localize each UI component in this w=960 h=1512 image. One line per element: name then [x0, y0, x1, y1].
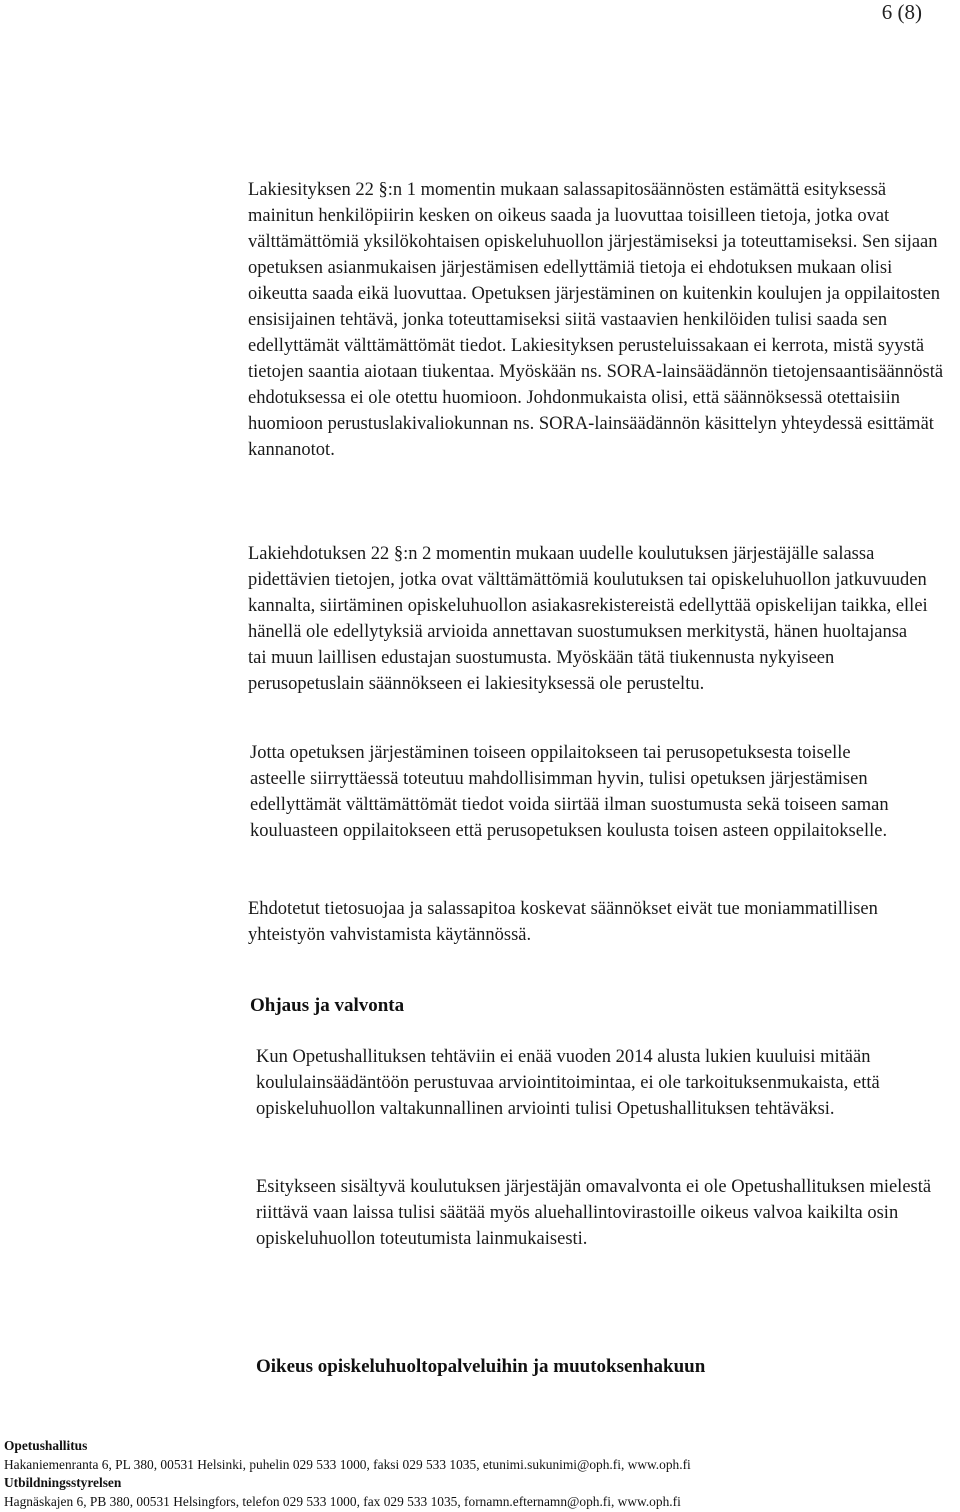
body-paragraph-1: Lakiesityksen 22 §:n 1 momentin mukaan salassapitosäännösten estämättä esityksessä mainitun henkilöpiirin kesken on oikeus saada ja luovuttaa toisilleen tietoja, jotka ovat välttämättömiä yksilökohtaisen opiskeluhuollon järjestämiseksi ja toteuttamiseksi. Sen sijaan opetuksen asianmukaisen järjestämisen edellyttämiä tietoja ei ehdotuksen mukaan olisi oikeutta saada eikä luovuttaa. Opetuksen järjestäminen on kuitenkin koulujen ja oppilaitosten ensisijainen tehtävä, jonka toteuttamiseksi siitä vastaavien henkilöiden tulisi saada sen edellyttämät välttämättömät tiedot. Lakiesityksen perusteluissakaan ei kerrota, mistä syystä tietojen saantia aiotaan tiukentaa. Myöskään ns. SORA-lainsäädännön tietojensaantisäännöstä ehdotuksessa ei ole otettu huomioon. Johdonmukaista olisi, että säännöksessä otettaisiin huomioon perustuslakivaliokunnan ns. SORA-lainsäädännön käsittelyn yhteydessä esittämät kannanotot. [248, 180, 944, 460]
section-heading-oversight: Ohjaus ja valvonta [250, 995, 405, 1016]
body-paragraph-5: Kun Opetushallituksen tehtäviin ei enää vuoden 2014 alusta lukien kuuluisi mitään koululainsäädäntöön perustuvaa arviointitoimintaa, ei ole tarkoituksenmukaista, että opiskeluhuollon valtakunnallinen arviointi tulisi Opetushallituksen tehtäväksi. [256, 1047, 880, 1119]
body-paragraph-6: Esitykseen sisältyvä koulutuksen järjestäjän omavalvonta ei ole Opetushallituksen mielestä riittävä vaan laissa tulisi säätää myös aluehallintovirastoille oikeus valvoa kaikilta osin opiskeluhuollon toteutumista lainmukaisesti. [256, 1177, 932, 1249]
footer-address-sv: Hagnäskajen 6, PB 380, 00531 Helsingfors, telefon 029 533 1000, fax 029 533 1035, fornamn.efternamn@oph.fi, www.oph.fi [4, 1493, 681, 1509]
body-paragraph-2: Lakiehdotuksen 22 §:n 2 momentin mukaan uudelle koulutuksen järjestäjälle salassa pidettävien tietojen, jotka ovat välttämättömiä koulutuksen tai opiskeluhuollon jatkuvuuden kannalta, siirtäminen opiskeluhuollon asiakasrekistereistä edellyttää opiskelijan taikka, ellei hänellä ole edellytyksiä arvioida annettavan suostumuksen merkitystä, hänen huoltajansa tai muun laillisen edustajan suostumusta. Myöskään tätä tiukennusta nykyiseen perusopetuslain säännökseen ei lakiesityksessä ole perusteltu. [248, 544, 928, 694]
page-number: 6 (8) [881, 0, 922, 24]
footer-org-fi: Opetushallitus [4, 1438, 88, 1453]
page-footer [4, 1437, 954, 1511]
body-paragraph-3: Jotta opetuksen järjestäminen toiseen oppilaitokseen tai perusopetuksesta toiselle asteelle siirryttäessä toteutuu mahdollisimman hyvin, tulisi opetuksen järjestämisen edellyttämät välttämättömät tiedot voida siirtää ilman suostumusta sekä toiseen saman kouluasteen oppilaitokseen että perusopetuksen koulusta toisen asteen oppilaitokselle. [250, 743, 889, 841]
section-heading-rights: Oikeus opiskeluhuoltopalveluihin ja muutoksenhakuun [256, 1356, 706, 1377]
footer-org-sv: Utbildningsstyrelsen [4, 1475, 122, 1490]
footer-address-fi: Hakaniemenranta 6, PL 380, 00531 Helsinki, puhelin 029 533 1000, faksi 029 533 1035, etunimi.sukunimi@oph.fi, www.oph.fi [4, 1456, 691, 1472]
body-paragraph-4: Ehdotetut tietosuojaa ja salassapitoa koskevat säännökset eivät tue moniammatillisen yhteistyön vahvistamista käytännössä. [248, 899, 878, 945]
